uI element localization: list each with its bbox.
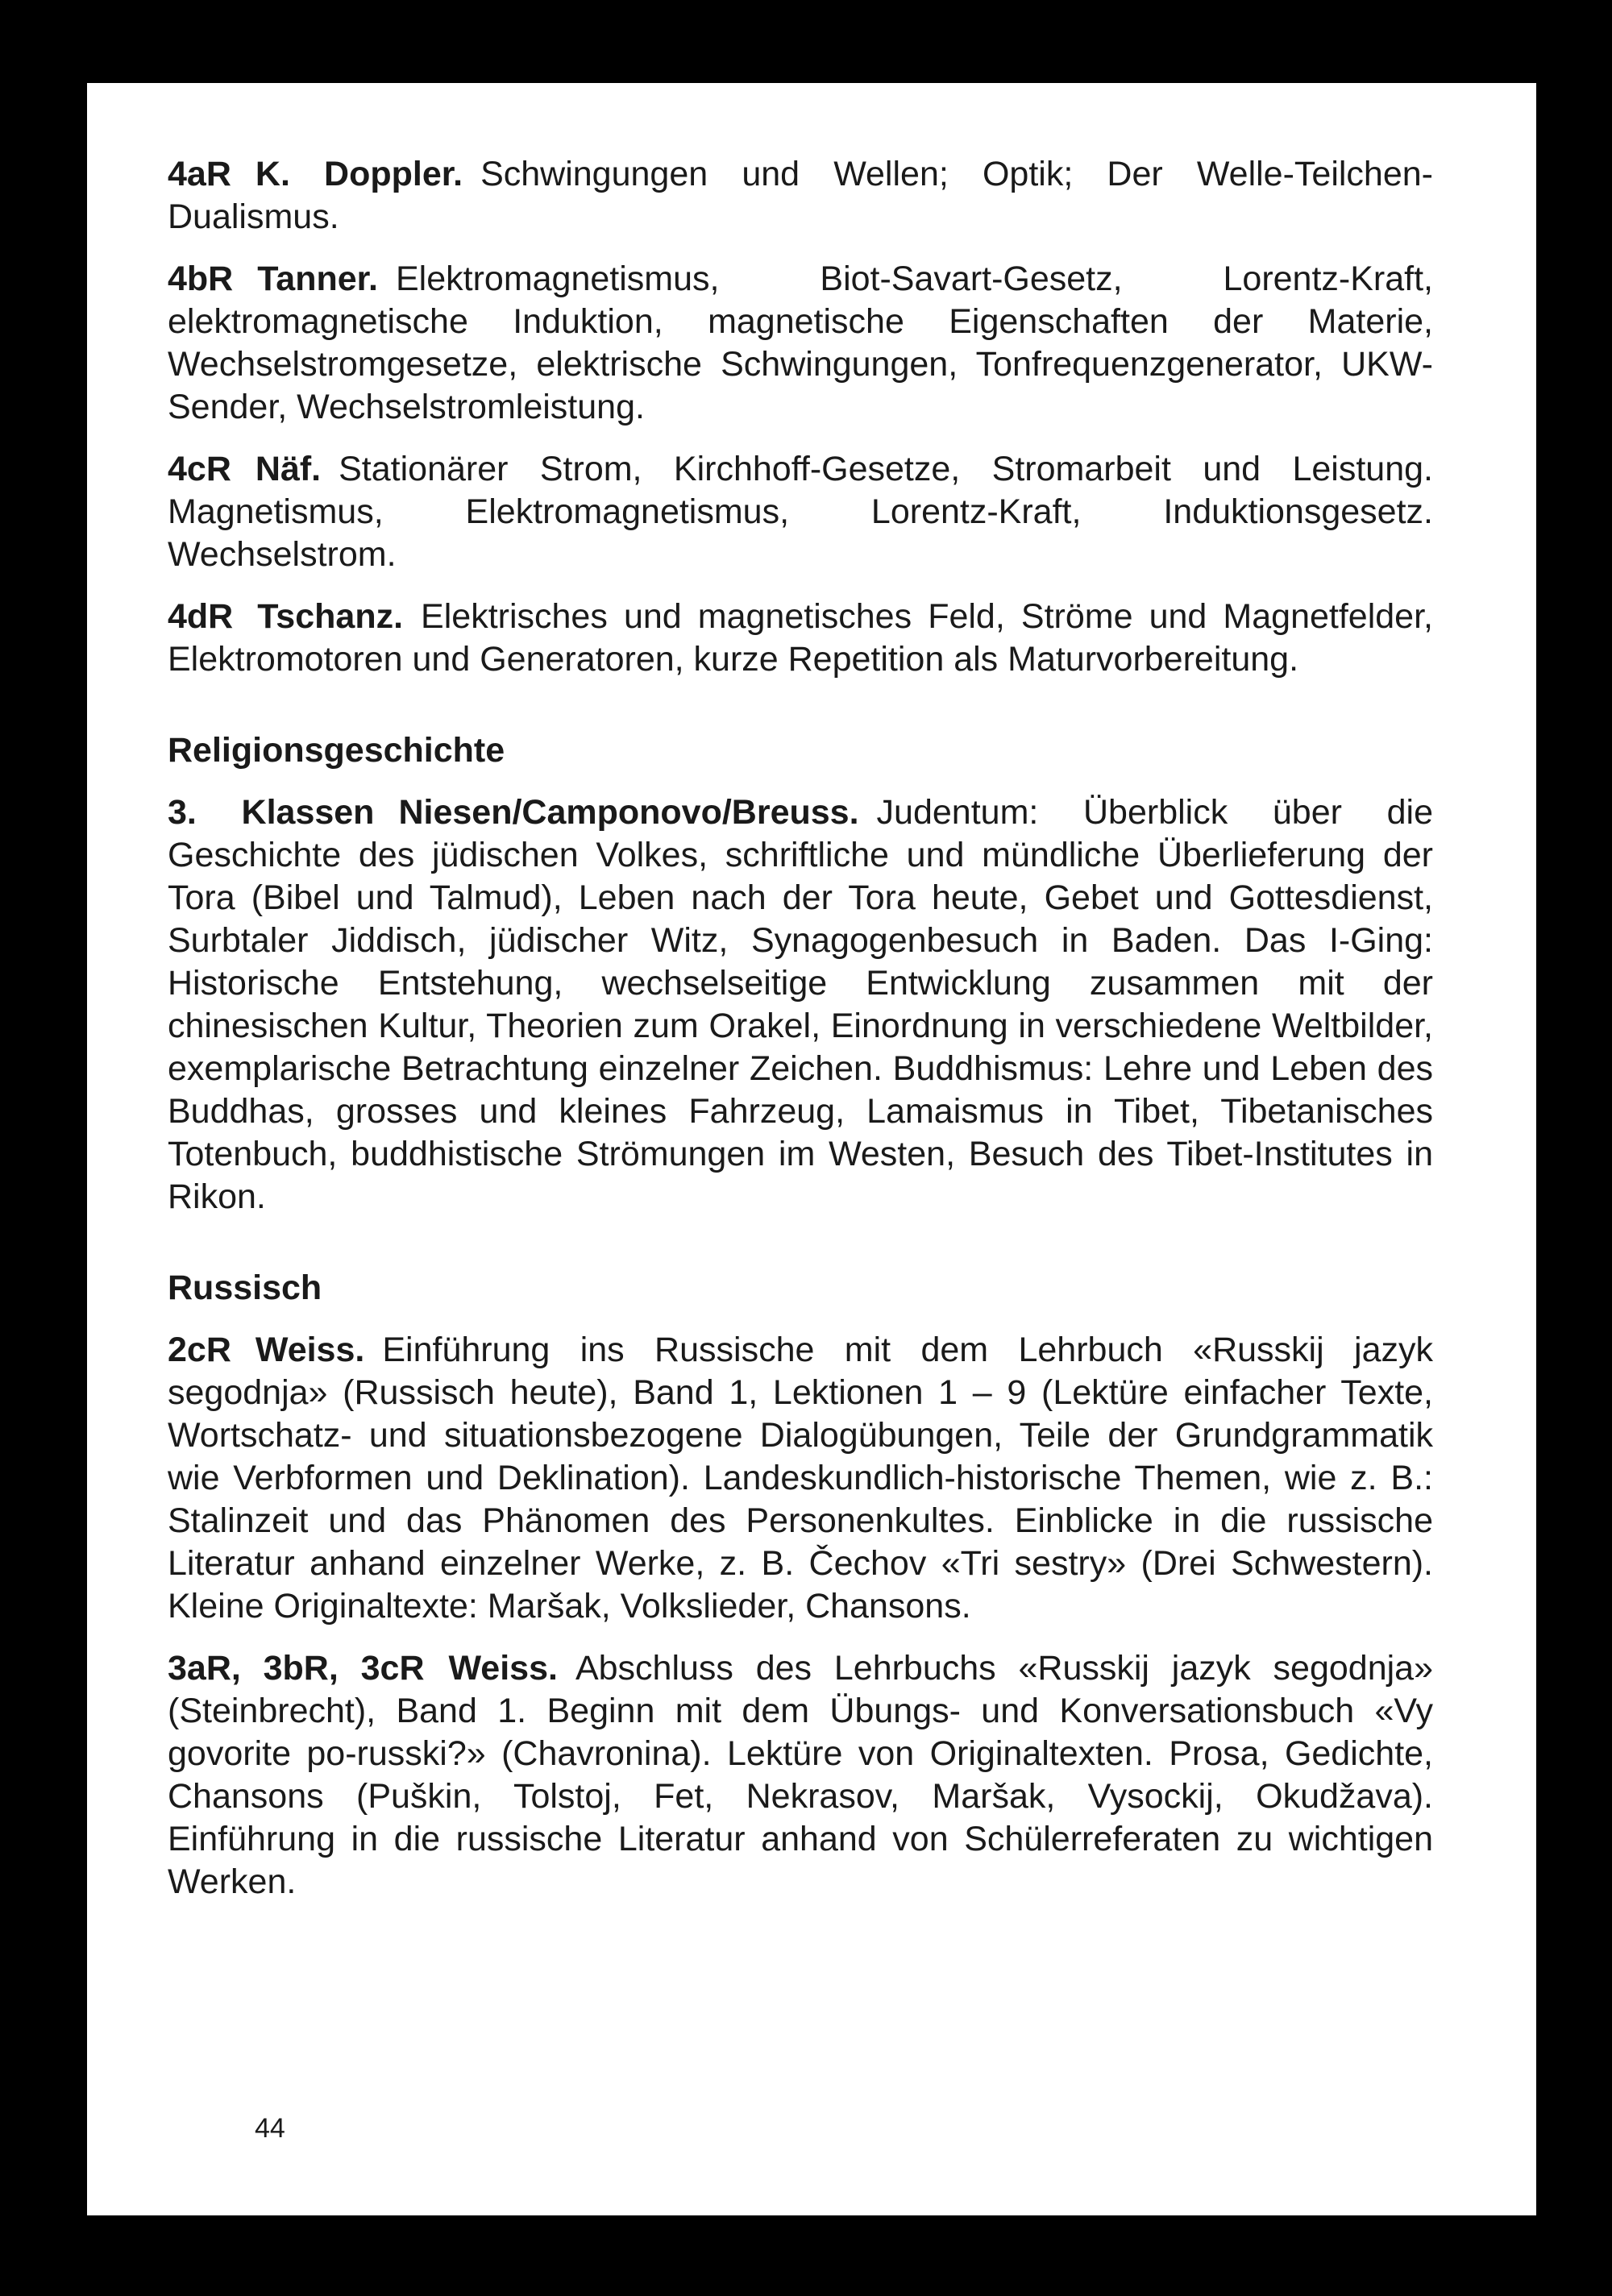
scan-border-left: [0, 0, 87, 2296]
course-entry-3R: [168, 1647, 1433, 1904]
course-entry-4aR: [168, 153, 1433, 239]
course-description: Judentum: Überblick über die Geschichte des jüdischen Volkes, schriftliche und mündliche Überlieferung der Tora (Bibel und Talmud), Leben nach der Tora heute, Gebet und Gottesdienst, Surbtaler Jiddisch, jüdischer Witz, Synagogenbesuch in Baden. Das I-Ging: Historische Entstehung, wechselseitige Entwicklung zusammen mit der chinesischen Kultur, Theorien zum Orakel, Einordnung in verschiedene Weltbilder, exemplarische Betrachtung einzelner Zeichen. Buddhismus: Lehre und Leben des Buddhas, grosses und kleines Fahrzeug, Lamaismus in Tibet, Tibetanisches Totenbuch, buddhistische Strömungen im Westen, Besuch des Tibet-Institutes in Rikon.: [168, 793, 1433, 1216]
course-description: Elektromagnetismus, Biot-Savart-Gesetz, Lorentz-Kraft, elektromagnetische Induktion, magnetische Eigenschaften der Materie, Wechselstromgesetze, elektrische Schwingungen, Tonfrequenzgenerator, UKW-Sender, Wechselstromleistung.: [168, 259, 1433, 426]
scan-border-right: [1536, 0, 1612, 2296]
teacher-name: Näf.: [255, 450, 322, 488]
class-code: 4aR: [168, 155, 231, 193]
class-code: 4cR: [168, 450, 231, 488]
scan-border-bottom: [0, 2215, 1612, 2296]
class-code: 4dR: [168, 597, 234, 636]
religion-section: [168, 729, 1433, 1219]
class-code: 2cR: [168, 1331, 231, 1369]
teacher-name: Weiss.: [448, 1649, 558, 1688]
course-entry-3-klassen: [168, 791, 1433, 1219]
page-content: [168, 153, 1433, 1923]
page-number: 44: [255, 2113, 285, 2144]
section-heading-russian: Russisch: [168, 1268, 322, 1307]
teacher-name: Weiss.: [255, 1331, 365, 1369]
teacher-name: Tschanz.: [257, 597, 404, 636]
course-description: Elektrisches und magnetisches Feld, Ströme und Magnetfelder, Elektromotoren und Generatoren, kurze Repetition als Maturvorbereitung.: [168, 597, 1433, 679]
teacher-name: Niesen/Camponovo/Breuss.: [398, 793, 859, 832]
course-entry-4cR: [168, 448, 1433, 576]
course-description: Stationärer Strom, Kirchhoff-Gesetze, Stromarbeit und Leistung. Magnetismus, Elektromagnetismus, Lorentz-Kraft, Induktionsgesetz. Wechselstrom.: [168, 450, 1433, 574]
class-code: 3aR, 3bR, 3cR: [168, 1649, 425, 1688]
physics-section: [168, 153, 1433, 681]
class-code: 4bR: [168, 259, 234, 298]
course-description: Abschluss des Lehrbuchs «Russkij jazyk segodnja» (Steinbrecht), Band 1. Beginn mit dem Übungs- und Konversationsbuch «Vy govorite po-russki?» (Chavronina). Lektüre von Originaltexten. Prosa, Gedichte, Chansons (Puškin, Tolstoj, Fet, Nekrasov, Maršak, Vysockij, Okudžava). Einführung in die russische Literatur anhand von Schülerreferaten zu wichtigen Werken.: [168, 1649, 1433, 1901]
scan-border-top: [0, 0, 1612, 83]
russian-section: [168, 1267, 1433, 1904]
teacher-name: K. Doppler.: [255, 155, 463, 193]
teacher-name: Tanner.: [257, 259, 378, 298]
course-description: Schwingungen und Wellen; Optik; Der Welle-Teilchen-Dualismus.: [168, 155, 1433, 236]
course-entry-4dR: [168, 596, 1433, 681]
course-entry-4bR: [168, 258, 1433, 429]
class-code: 3. Klassen: [168, 793, 375, 832]
course-description: Einführung ins Russische mit dem Lehrbuch «Russkij jazyk segodnja» (Russisch heute), Band 1, Lektionen 1 – 9 (Lektüre einfacher Texte, Wortschatz- und situationsbezogene Dialogübungen, Teile der Grundgrammatik wie Verbformen und Deklination). Landeskundlich-historische Themen, wie z. B.: Stalinzeit und das Phänomen des Personenkultes. Einblicke in die russische Literatur anhand einzelner Werke, z. B. Čechov «Tri sestry» (Drei Schwestern). Kleine Originaltexte: Maršak, Volkslieder, Chansons.: [168, 1331, 1433, 1625]
course-entry-2cR: [168, 1329, 1433, 1628]
section-heading-religion: Religionsgeschichte: [168, 731, 505, 770]
